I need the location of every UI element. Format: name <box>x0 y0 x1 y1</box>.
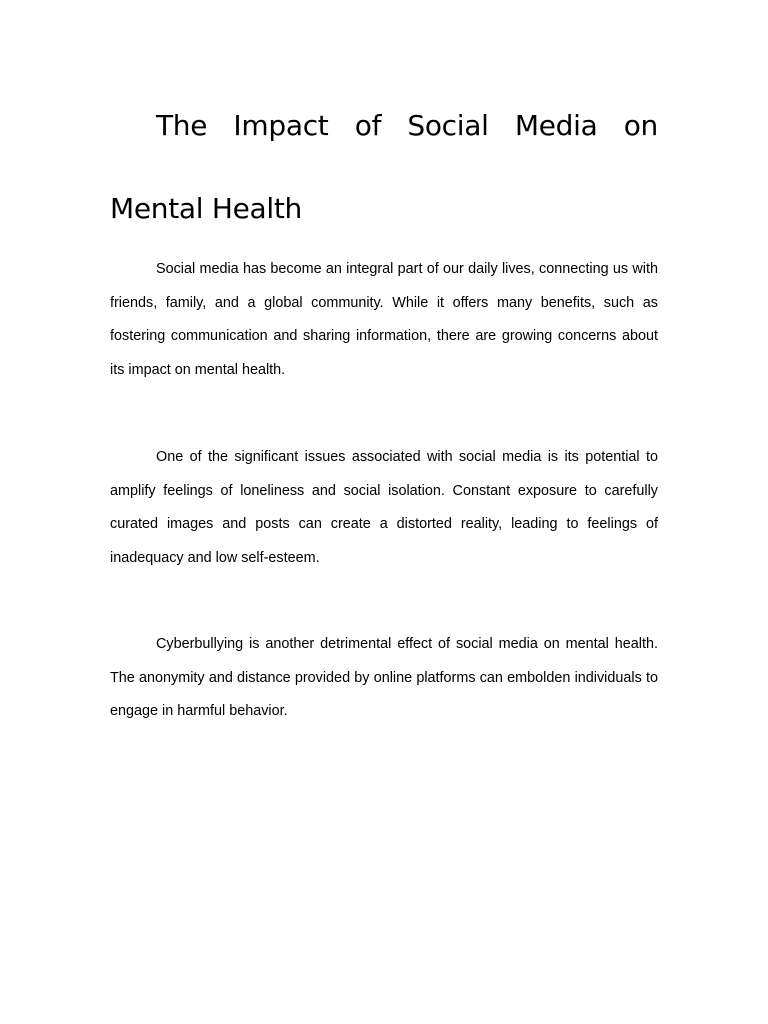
document-title: The Impact of Social Media on Mental Health <box>110 109 658 225</box>
paragraph-1: Social media has become an integral part of our daily lives, connecting us with friends, family, and a global community. While it offers many benefits, such as fostering communication and sharing information, there are growing concerns about its impact on mental health. <box>110 261 658 378</box>
paragraph-2: One of the significant issues associated with social media is its potential to amplify feelings of loneliness and social isolation. Constant exposure to carefully curated images and posts can create a distorted reality, leading to feelings of inadequacy and low self-esteem. <box>110 449 658 566</box>
paragraph-3: Cyberbullying is another detrimental effect of social media on mental health. The anonymity and distance provided by online platforms can embolden individuals to engage in harmful behavior. <box>110 636 658 720</box>
